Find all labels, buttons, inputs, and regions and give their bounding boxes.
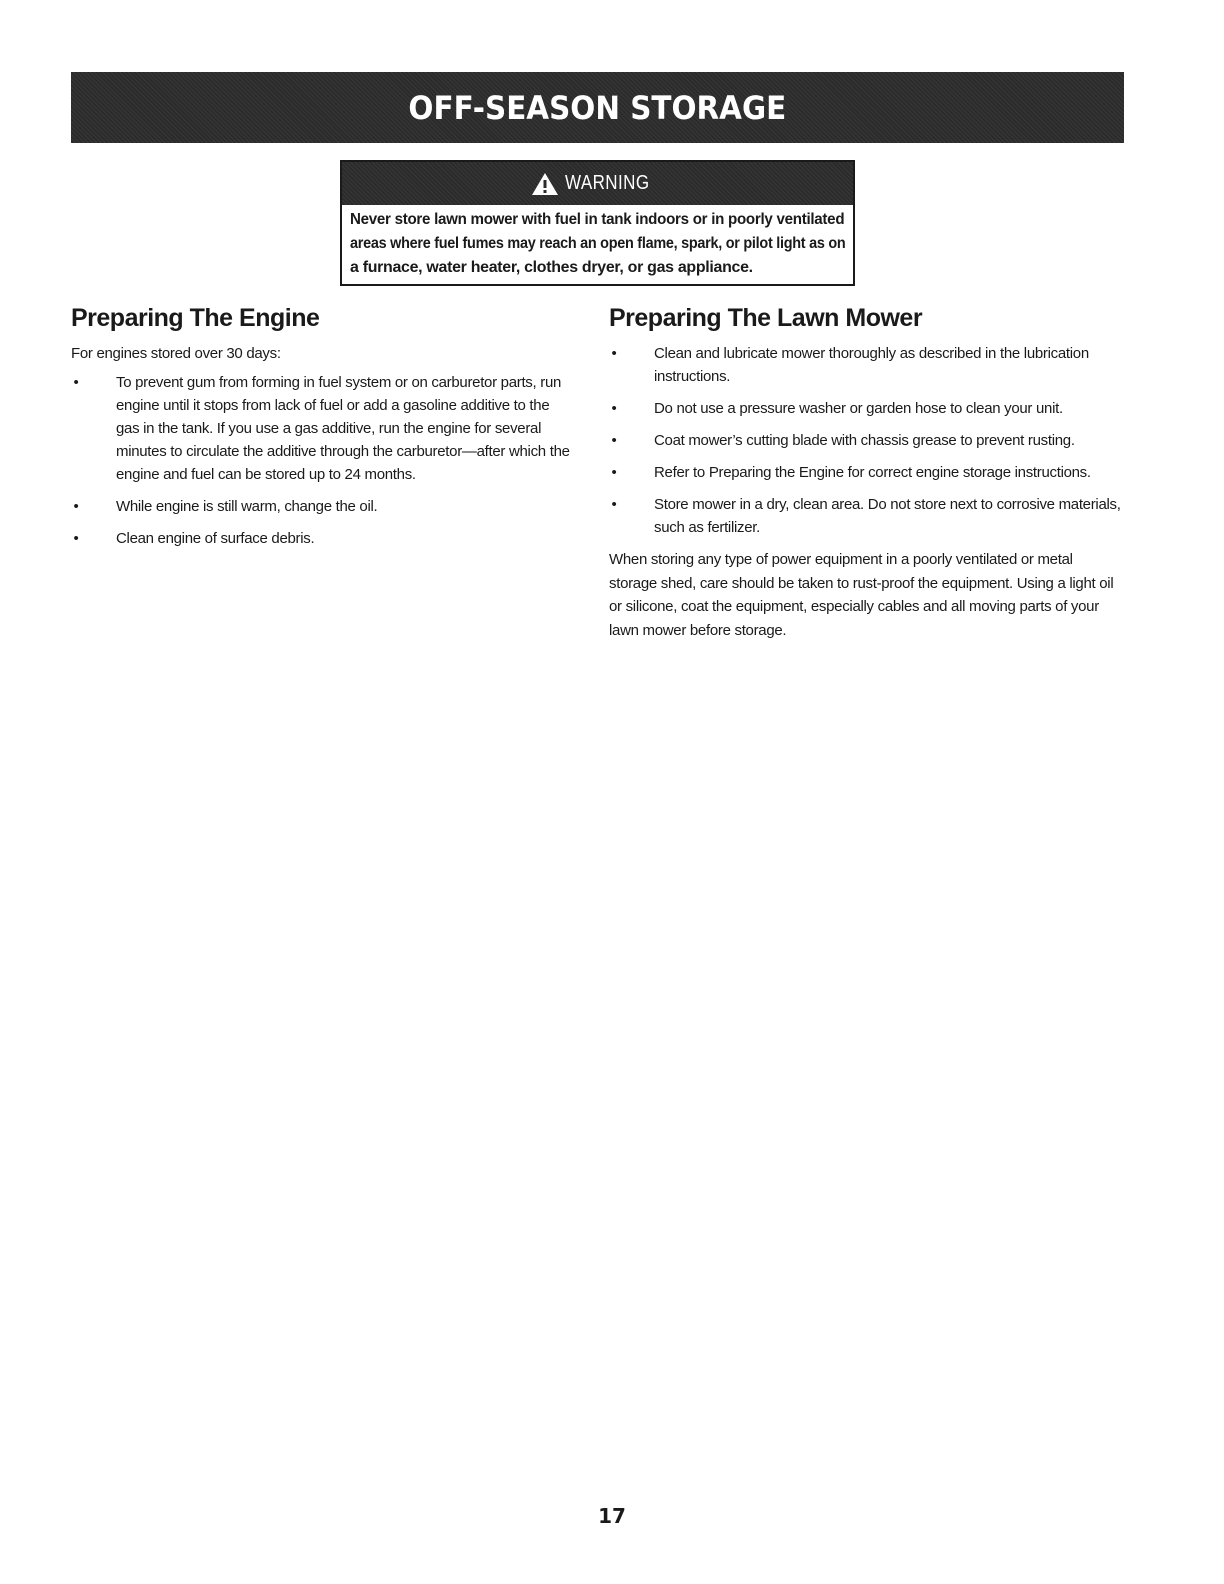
list-item: [609, 429, 1124, 452]
mower-section: [609, 300, 1124, 657]
list-item-text: Coat mower’s cutting blade with chassis grease to prevent rusting.: [654, 432, 1075, 449]
list-item: [609, 493, 1124, 539]
list-item-text: To prevent gum from forming in fuel system or on carburetor parts, run engine until it stops from lack of fuel or add a gasoline additive to the gas in the tank. If you use a gas additive, run the engine for several minutes to circulate the additive through the carburetor—after which the engine and fuel can be stored up to 24 months.: [116, 374, 570, 483]
list-item-text: Do not use a pressure washer or garden hose to clean your unit.: [654, 400, 1063, 417]
section-banner: [71, 72, 1124, 143]
bullet-dot: •: [73, 374, 79, 391]
bullet-dot: •: [611, 496, 617, 513]
warning-line: areas where fuel fumes may reach an open flame, spark, or pilot light as on: [350, 235, 846, 252]
bullet-dot: •: [73, 530, 79, 547]
warning-line: a furnace, water heater, clothes dryer, or gas appliance.: [350, 259, 753, 276]
engine-bullet-list: [71, 371, 571, 550]
list-item: [71, 371, 571, 486]
warning-header: [342, 162, 853, 205]
engine-section-title: Preparing The Engine: [71, 304, 320, 332]
page-title: OFF-SEASON STORAGE: [408, 88, 787, 127]
warning-triangle-icon: [531, 172, 559, 196]
list-item-text: Store mower in a dry, clean area. Do not store next to corrosive materials, such as fertilizer.: [654, 496, 1121, 536]
list-item-text: While engine is still warm, change the oil.: [116, 498, 378, 515]
engine-intro: For engines stored over 30 days:: [71, 345, 281, 362]
list-item: [609, 342, 1124, 388]
bullet-dot: •: [611, 345, 617, 362]
bullet-dot: •: [611, 464, 617, 481]
bullet-dot: •: [73, 498, 79, 515]
mower-bullet-list: [609, 342, 1124, 539]
page-number: 17: [598, 1504, 626, 1528]
list-item: [71, 527, 571, 550]
bullet-dot: •: [611, 432, 617, 449]
mower-section-title: Preparing The Lawn Mower: [609, 304, 923, 332]
warning-text: [342, 205, 853, 280]
list-item: [609, 397, 1124, 420]
storage-paragraph: When storing any type of power equipment in a poorly ventilated or metal storage shed, care should be taken to rust-proof the equipment. Using a light oil or silicone, coat the equipment, especially cables and all moving parts of your lawn mower before storage.: [609, 551, 1114, 639]
warning-label: WARNING: [564, 172, 650, 194]
list-item-text: Clean and lubricate mower thoroughly as described in the lubrication instructions.: [654, 345, 1089, 385]
list-item-text: Refer to Preparing the Engine for correct engine storage instructions.: [654, 464, 1091, 481]
list-item: [71, 495, 571, 518]
list-item-text: Clean engine of surface debris.: [116, 530, 315, 547]
engine-section: [71, 300, 571, 559]
list-item: [609, 461, 1124, 484]
bullet-dot: •: [611, 400, 617, 417]
warning-line: Never store lawn mower with fuel in tank indoors or in poorly ventilated: [350, 211, 845, 228]
warning-box: [340, 160, 855, 286]
